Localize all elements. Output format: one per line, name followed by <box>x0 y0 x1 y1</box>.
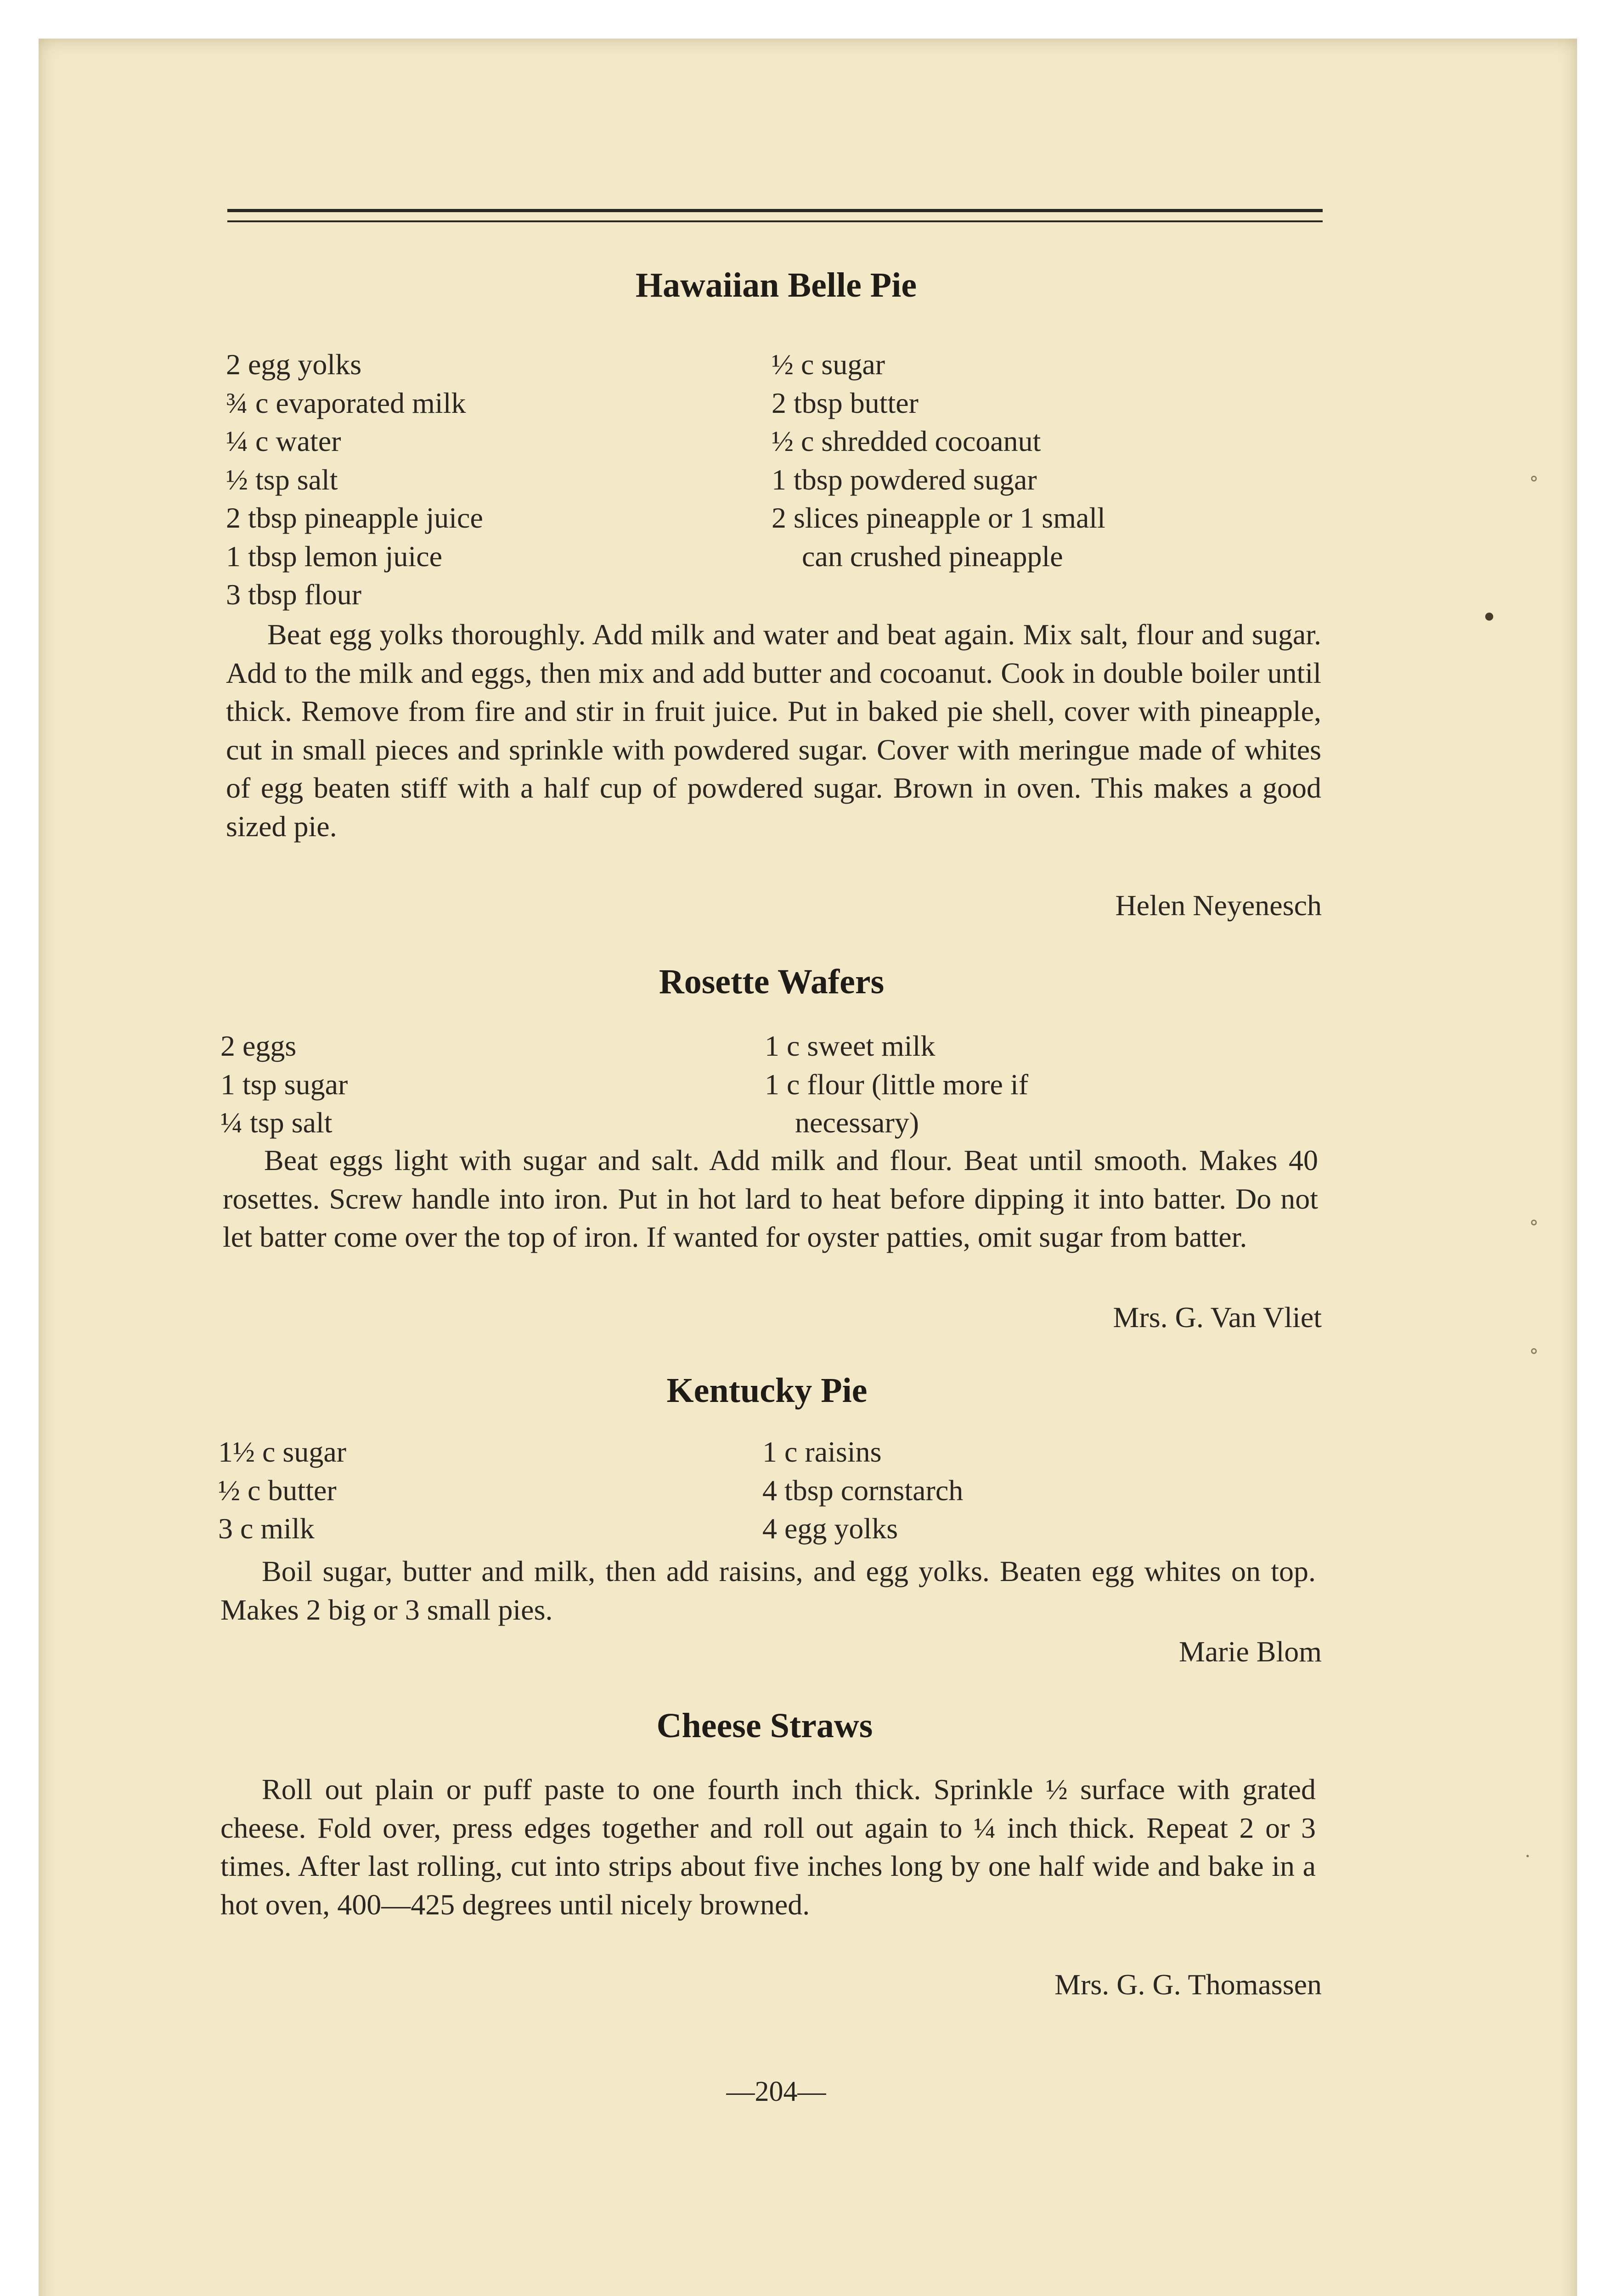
recipe-directions: Beat eggs light with sugar and salt. Add milk and flour. Beat until smooth. Makes 40 rosettes. Screw handle into iron. Put in hot lard to heat before dipping it into batter. Do not let batter come over the top of iron. If wanted for oyster patties, omit sugar from batter. <box>223 1144 1318 1253</box>
ingredient: 3 tbsp flour <box>226 578 362 611</box>
recipe-title: Kentucky Pie <box>666 1371 868 1410</box>
recipe-title: Cheese Straws <box>656 1706 873 1745</box>
margin-speck: ° <box>1529 1217 1538 1238</box>
ingredient-list-left <box>218 1433 346 1548</box>
ingredient: 4 tbsp cornstarch <box>762 1474 964 1507</box>
ingredient: 3 c milk <box>218 1512 315 1545</box>
recipe-author: Mrs. G. G. Thomassen <box>1054 1968 1322 2001</box>
ingredient-list-right <box>772 345 1105 575</box>
ingredient: 1 tbsp lemon juice <box>226 540 443 573</box>
recipe-directions: Roll out plain or puff paste to one fourth inch thick. Sprinkle ½ surface with grated cheese. Fold over, press edges together and roll out again to ¼ inch thick. Repeat 2 or 3 times. After last rolling, cut into strips about five inches long by one half wide and bake in a hot oven, 400—425 degrees until nicely browned. <box>220 1773 1316 1921</box>
ingredient: ¼ tsp salt <box>220 1106 332 1139</box>
ingredient: ½ c sugar <box>772 348 885 381</box>
margin-speck: ° <box>1529 473 1538 494</box>
recipe-author: Helen Neyenesch <box>1115 889 1322 922</box>
ingredient-list-left <box>226 345 483 614</box>
ingredient: 2 eggs <box>220 1030 297 1062</box>
ingredient: 1 tbsp powdered sugar <box>772 463 1037 496</box>
ingredient: ½ c butter <box>218 1474 337 1507</box>
ingredient: ¼ c water <box>226 425 341 457</box>
ingredient: 1 tsp sugar <box>220 1068 348 1101</box>
page-number: —204— <box>726 2076 826 2107</box>
recipe-author: Marie Blom <box>1178 1635 1322 1668</box>
recipe-title: Hawaiian Belle Pie <box>635 266 917 304</box>
recipe-directions: Boil sugar, butter and milk, then add raisins, and egg yolks. Beaten egg whites on top. Makes 2 big or 3 small pies. <box>220 1555 1316 1626</box>
recipe-directions: Beat egg yolks thoroughly. Add milk and water and beat again. Mix salt, flour and sugar. Add to the milk and eggs, then mix and add butter and cocoanut. Cook in double boiler until thick. Remove from fire and stir in fruit juice. Put in baked pie shell, cover with pineapple, cut in small pieces and sprinkle with powdered sugar. Cover with meringue made of whites of egg beaten stiff with a half cup of powdered sugar. Brown in oven. This makes a good sized pie. <box>226 618 1321 843</box>
ingredient: 2 tbsp pineapple juice <box>226 501 483 534</box>
header-rule-thin <box>227 220 1323 222</box>
ingredient: 1 c sweet milk <box>765 1030 935 1062</box>
margin-speck: • <box>1481 602 1498 634</box>
ingredient: ½ c shredded cocoanut <box>772 425 1041 457</box>
ingredient: 1½ c sugar <box>218 1435 347 1468</box>
margin-speck: ° <box>1529 1345 1538 1367</box>
header-rule <box>227 209 1323 212</box>
ingredient: ¾ c evaporated milk <box>226 386 466 419</box>
ingredient: 1 c raisins <box>762 1435 882 1468</box>
ingredient-list-left <box>220 1027 348 1142</box>
margin-speck: · <box>1525 1846 1531 1867</box>
ingredient: 4 egg yolks <box>762 1512 898 1545</box>
ingredient: 2 slices pineapple or 1 small <box>772 501 1105 534</box>
ingredient: 2 egg yolks <box>226 348 362 381</box>
ingredient: 2 tbsp butter <box>772 386 919 419</box>
ingredient: ½ tsp salt <box>226 463 338 496</box>
recipe-author: Mrs. G. Van Vliet <box>1113 1301 1322 1334</box>
ingredient-list-right <box>765 1027 1028 1142</box>
ingredient: 1 c flour (little more if <box>765 1068 1029 1101</box>
ingredient: can crushed pineapple <box>802 540 1063 573</box>
ingredient: necessary) <box>795 1106 919 1139</box>
recipe-title: Rosette Wafers <box>659 962 885 1001</box>
ingredient-list-right <box>762 1433 963 1548</box>
